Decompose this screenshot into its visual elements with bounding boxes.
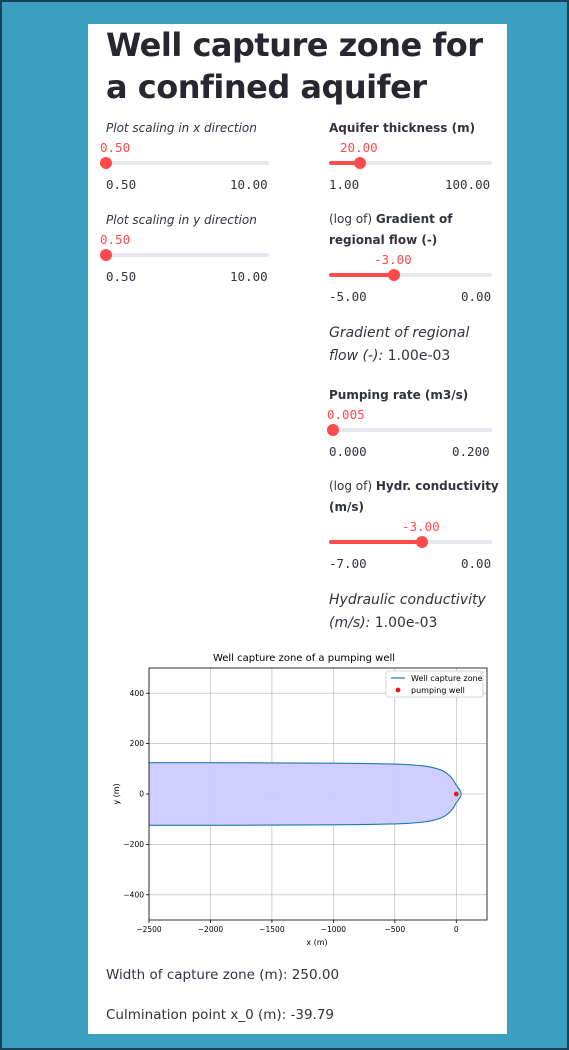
gradient-min: -5.00 [329, 289, 367, 304]
thickness-track[interactable] [329, 161, 492, 165]
page-title: Well capture zone for a confined aquifer [106, 26, 483, 106]
y-scaling-min: 0.50 [106, 269, 137, 284]
pumping-well-point [454, 792, 459, 797]
x-scaling-value: 0.50 [100, 140, 131, 155]
conductivity-info-text [329, 589, 499, 635]
gradient-label-prefix: (log of) [329, 212, 376, 226]
gradient-fill [329, 273, 394, 277]
conductivity-fill [329, 540, 422, 544]
conductivity-max: 0.00 [461, 556, 492, 571]
gradient-value: -3.00 [374, 252, 412, 267]
gradient-thumb[interactable] [388, 269, 400, 281]
x-tick-label: −1000 [320, 925, 347, 934]
thickness-label [329, 118, 475, 139]
pumping-label [329, 385, 468, 406]
thickness-thumb[interactable] [354, 157, 366, 169]
gradient-info-value: 1.00e-03 [383, 348, 451, 364]
conductivity-min: -7.00 [329, 556, 367, 571]
y-tick-label: 400 [129, 688, 144, 698]
pumping-max: 0.200 [452, 444, 490, 459]
gradient-info-text [329, 322, 499, 368]
y-scaling-label: Plot scaling in y direction [106, 213, 257, 227]
chart-ylabel: y (m) [112, 783, 121, 805]
x-scaling-track[interactable] [106, 161, 269, 165]
culmination-point-text: Culmination point x_0 (m): -39.79 [106, 1007, 334, 1023]
thickness-value: 20.00 [340, 140, 378, 155]
y-scaling-value: 0.50 [100, 232, 131, 247]
conductivity-info-value: 1.00e-03 [370, 615, 438, 631]
capture-zone-chart [88, 646, 507, 956]
y-tick-label: −400 [123, 890, 144, 900]
pumping-track[interactable] [329, 428, 492, 432]
chart-xlabel: x (m) [306, 938, 328, 947]
conductivity-value: -3.00 [402, 519, 440, 534]
y-scaling-thumb[interactable] [100, 249, 112, 261]
conductivity-label-prefix: (log of) [329, 479, 376, 493]
capture-width-text: Width of capture zone (m): 250.00 [106, 967, 340, 983]
pumping-thumb[interactable] [327, 424, 339, 436]
gradient-track[interactable] [329, 273, 492, 277]
x-tick-label: −2000 [197, 925, 224, 934]
chart-capture-zone [149, 763, 461, 826]
legend-label-capture-zone: Well capture zone [411, 674, 483, 683]
x-tick-label: −2500 [136, 925, 162, 934]
x-tick-label: −1500 [259, 925, 285, 934]
chart-title: Well capture zone of a pumping well [212, 653, 396, 664]
x-tick-label: −500 [384, 925, 406, 934]
y-scaling-max: 10.00 [230, 269, 268, 284]
x-scaling-thumb[interactable] [100, 157, 112, 169]
x-tick-label: 0 [453, 925, 459, 934]
conductivity-thumb[interactable] [416, 536, 428, 548]
pumping-value: 0.005 [327, 407, 365, 422]
y-tick-label: 0 [139, 789, 144, 799]
gradient-label [329, 209, 499, 251]
legend-label-pumping-well: pumping well [411, 686, 465, 695]
chart-legend [386, 671, 483, 697]
conductivity-info-label: Hydraulic conductivity (m/s): [329, 592, 486, 631]
gradient-max: 0.00 [461, 289, 492, 304]
y-tick-label: 200 [129, 739, 144, 749]
conductivity-track[interactable] [329, 540, 492, 544]
thickness-min: 1.00 [329, 177, 360, 192]
legend-dot-icon [396, 688, 401, 693]
conductivity-label [329, 476, 499, 518]
x-scaling-max: 10.00 [230, 177, 268, 192]
thickness-label-text: Aquifer thickness (m) [329, 121, 476, 135]
y-tick-label: −200 [123, 840, 144, 849]
thickness-max: 100.00 [445, 177, 491, 192]
gradient-label-bold: Gradient of regional flow (-) [329, 212, 453, 247]
app-main [88, 24, 507, 1034]
conductivity-label-bold: Hydr. conductivity (m/s) [329, 479, 499, 514]
capture-zone-fill [149, 763, 461, 826]
x-scaling-label: Plot scaling in x direction [106, 121, 257, 135]
pumping-label-text: Pumping rate (m3/s) [329, 388, 469, 402]
y-scaling-track[interactable] [106, 253, 269, 257]
pumping-min: 0.000 [329, 444, 367, 459]
gradient-info-label: Gradient of regional flow (-): [329, 325, 470, 364]
x-scaling-min: 0.50 [106, 177, 137, 192]
